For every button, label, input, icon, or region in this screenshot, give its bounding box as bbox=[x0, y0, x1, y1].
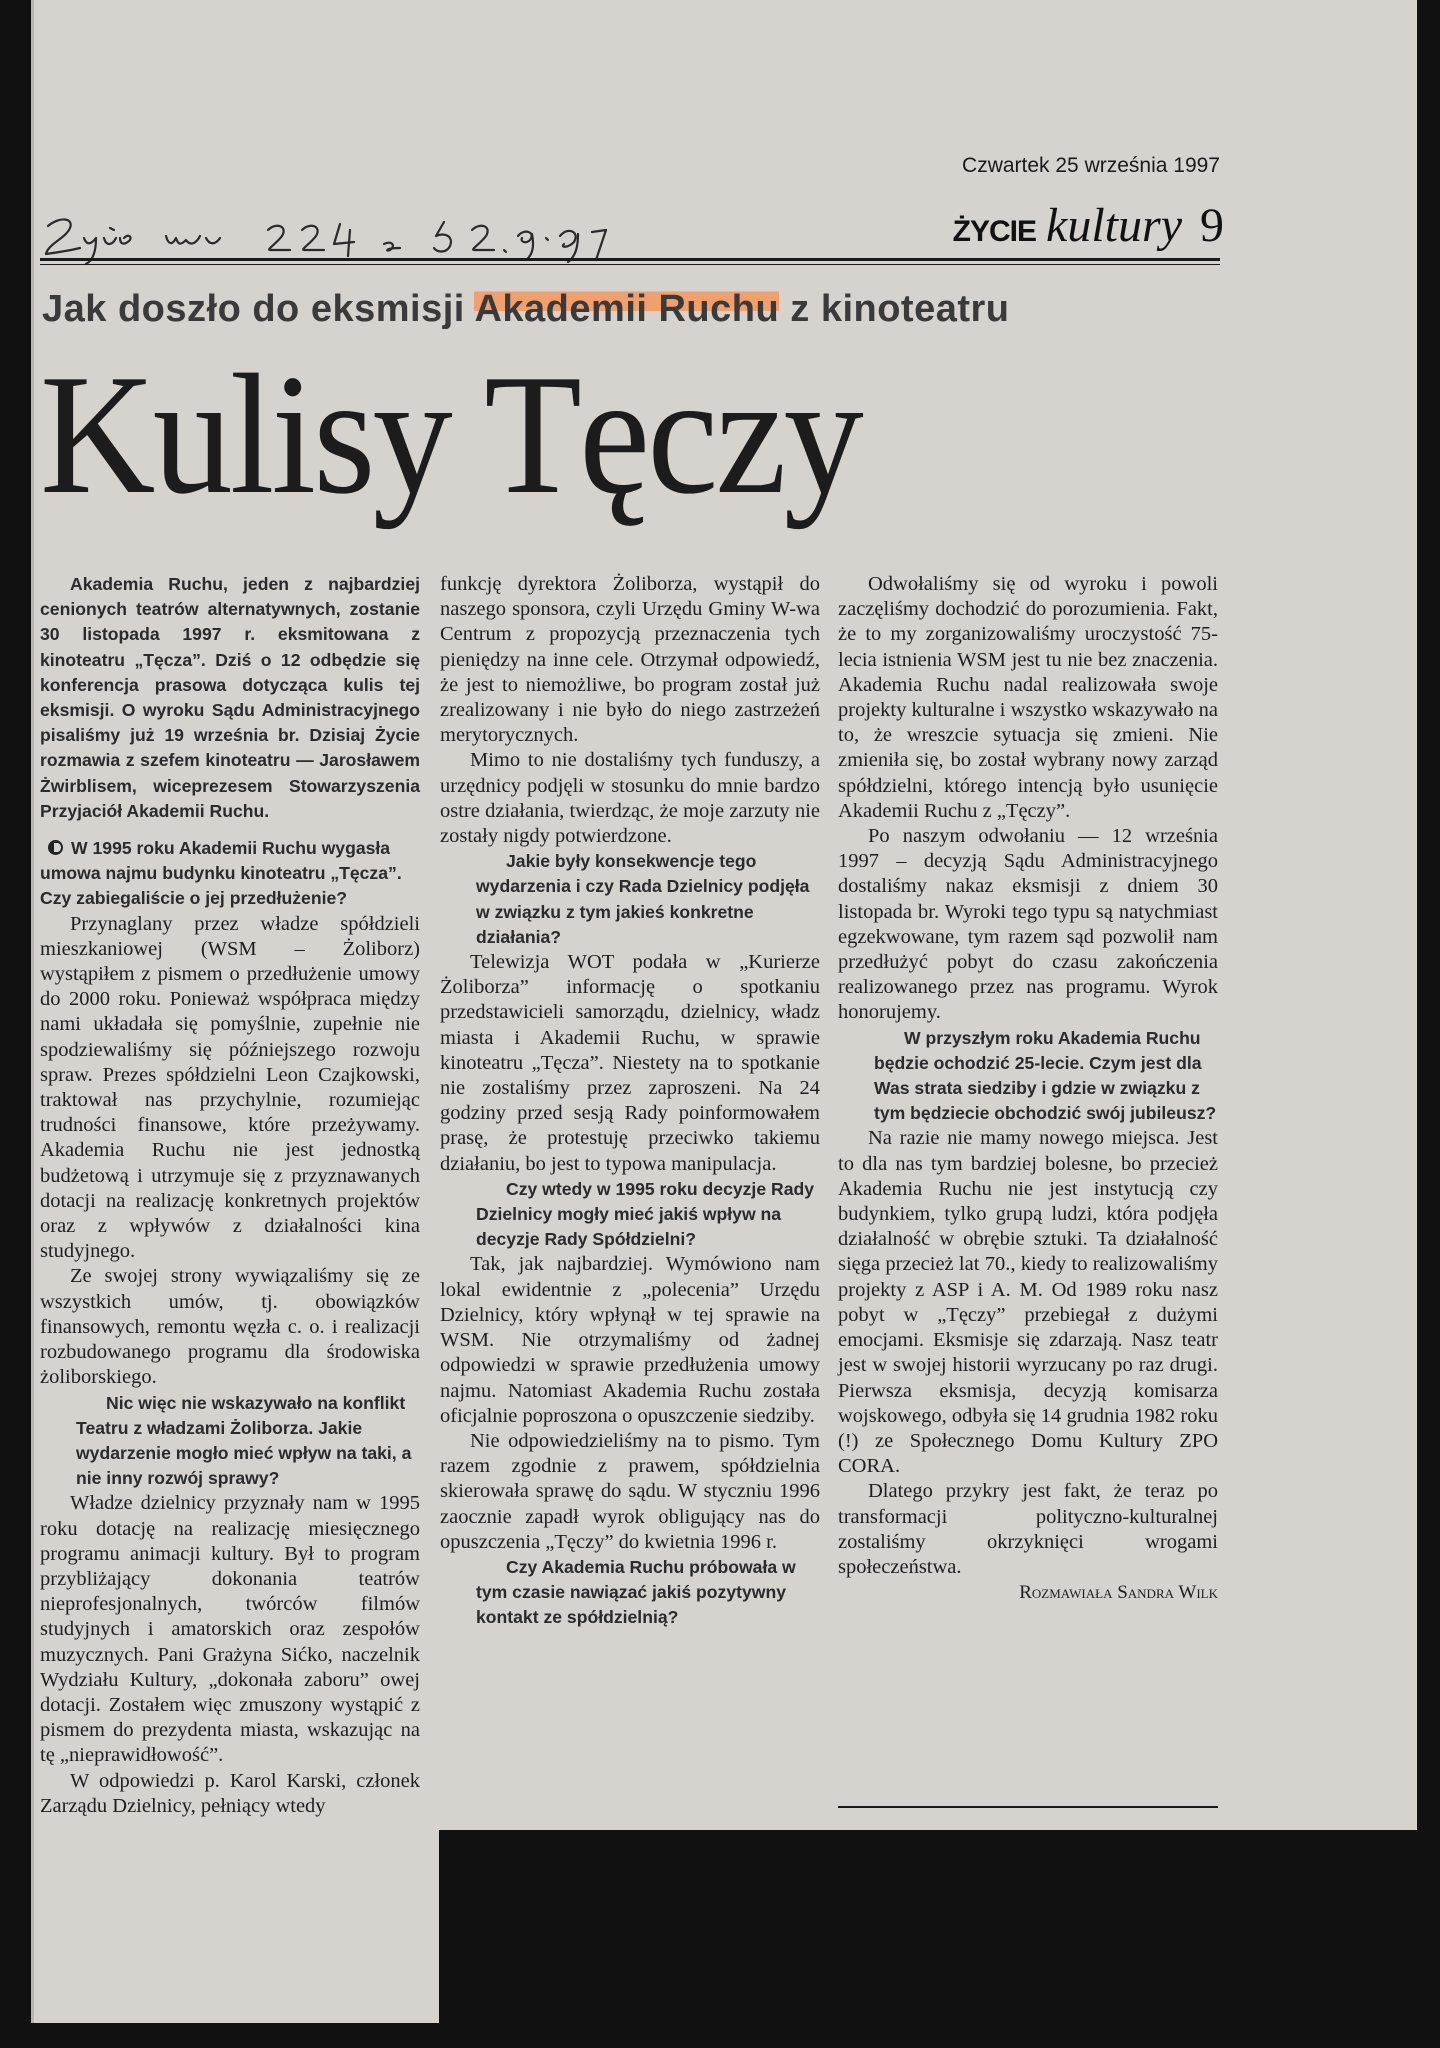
kicker bbox=[42, 288, 1010, 331]
interview-question: W przyszłym roku Akademia Ruchu będzie ochodzić 25-lecie. Czym jest dla Was strata siedziby i gdzie w związku z tym będziecie obchodzić swój jubileusz? bbox=[874, 1027, 1217, 1124]
article-column-3 bbox=[838, 572, 1218, 1605]
lead-paragraph: Akademia Ruchu, jeden z najbardziej cenionych teatrów alternatywnych, zostanie 30 listopada 1997 r. eksmitowana z kinoteatru „Tęcza”. Dziś o 12 odbędzie się konferencja prasowa dotycząca kulis tej eksmisji. O wyroku Sądu Administracyjnego pisaliśmy już 19 września br. Dzisiaj Życie rozmawia z szefem kinoteatru — Jarosławem Żwirblisem, wiceprezesem Stowarzyszenia Przyjaciół Akademii Ruchu. bbox=[40, 574, 420, 821]
answer-paragraph: Tak, jak najbardziej. Wymówiono nam lokal ewidentnie z „polecenia” Urzędu Dzielnicy, który wpłynął w tej sprawie na WSM. Nie otrzymaliśmy od żadnej odpowiedzi w sprawie przedłużenia umowy najmu. Natomiast Akademia Ruchu została oficjalnie poproszona o opuszczenie siedziby. bbox=[440, 1253, 820, 1427]
answer-paragraph: Telewizja WOT podała w „Kurierze Żoliborza” informację o spotkaniu przedstawicieli samorządu, dzielnicy, władz miasta i Akademii Ruchu, w sprawie kinoteatru „Tęcza”. Niestety na to spotkanie nie zostaliśmy przez zaproszeni. Na 24 godziny przed sesją Rady poinformowałem prasę, że protestuję przeciwko takiemu działaniu, bo jest to typowa manipulacja. bbox=[440, 951, 820, 1175]
clipping-edge bbox=[31, 0, 34, 2023]
answer-paragraph: Na razie nie mamy nowego miejsca. Jest to dla nas tym bardziej bolesne, bo przecież Akademia Ruchu nie jest instytucją czy budynkiem, tylko grupą ludzi, która podjęła działalność w obrębie sztuki. Ta działalność sięga przecież lat 70., kiedy to realizowaliśmy projekty z ASP i A. M. Od 1989 roku nasz pobyt w „Tęczy” przebiegał z dużymi emocjami. Eksmisje się zdarzają. Nasz teatr jest w swojej historii wyrzucany po raz drugi. Pierwsza eksmisja, decyzją komisarza wojskowego, odbyła się 14 grudnia 1982 roku (!) ze Społecznego Domu Kultury ZPO CORA. bbox=[838, 1127, 1218, 1478]
article-column-2 bbox=[440, 572, 820, 1631]
interview-question: Nic więc nie wskazywało na konflikt Teatru z władzami Żoliborza. Jakie wydarzenie mogło mieć wpływ na taki, a nie inny rozwój sprawy? bbox=[76, 1392, 412, 1489]
header-rule bbox=[40, 258, 1220, 261]
answer-paragraph: Ze swojej strony wywiązaliśmy się ze wszystkich umów, tj. obowiązków finansowych, remontu węzła c. o. i realizacji rozbudowanego programu dla środowiska żoliborskiego. bbox=[40, 1265, 420, 1389]
answer-paragraph: Nie odpowiedzieliśmy na to pismo. Tym razem zgodnie z prawem, spółdzielnia skierowała sprawę do sądu. W styczniu 1996 zaocznie zapadł wyrok obligujący nas do opuszczenia „Tęczy” do kwietnia 1996 r. bbox=[440, 1429, 820, 1553]
masthead bbox=[868, 198, 1224, 252]
clipping-paper-tail bbox=[31, 1828, 439, 2023]
question-text: W 1995 roku Akademii Ruchu wygasła umowa najmu budynku kinoteatru „Tęcza”. Czy zabiegaliście o jej przedłużenie? bbox=[40, 838, 402, 909]
answer-paragraph: Odwołaliśmy się od wyroku i powoli zaczęliśmy dochodzić do porozumienia. Fakt, że to my zorganizowaliśmy uroczystość 75-lecia istnienia WSM jest tu nie bez znaczenia. Akademia Ruchu nadal realizowała swoje projekty kulturalne i wszystko wskazywało na to, że wreszcie sytuacja się zmieni. Nie zmieniła się, bo został wybrany nowy zarząd spółdzielni, którego intencją było usunięcie Akademii Ruchu z „Tęczy”. bbox=[838, 573, 1218, 822]
headline: Kulisy Tęczy bbox=[40, 340, 861, 530]
kicker-text: Jak doszło do eksmisji bbox=[42, 288, 475, 330]
masthead-section: kultury bbox=[1046, 199, 1182, 252]
answer-paragraph: Przynaglany przez władze spółdzieli mieszkaniowej (WSM – Żoliborz) wystąpiłem z pismem o przedłużenie umowy do 2000 roku. Ponieważ współpraca między nami układała się pomyślnie, zupełnie nie spodziewaliśmy się późniejszego rozwoju spraw. Prezes spółdzielni Leon Czajkowski, traktował nas przychylnie, rozumiejąc trudności finansowe, które przeżywamy. Akademia Ruchu nie jest jednostką budżetową i utrzymuje się z przyznawanych dotacji na realizację konkretnych projektów oraz z wpływów z działalności kina studyjnego. bbox=[40, 912, 420, 1263]
answer-paragraph: funkcję dyrektora Żoliborza, wystąpił do naszego sponsora, czyli Urzędu Gminy W-wa Centrum z propozycją przeznaczenia tych pieniędzy na inne cele. Otrzymał odpowiedź, że jest to niemożliwe, bo program został już zrealizowany i nie było do niego zastrzeżeń merytorycznych. bbox=[440, 573, 820, 747]
question-marker-icon bbox=[48, 840, 63, 855]
interview-question bbox=[40, 836, 420, 912]
page-number: 9 bbox=[1200, 199, 1224, 252]
answer-paragraph: Po naszym odwołaniu — 12 września 1997 – decyzją Sądu Administracyjnego dostaliśmy nakaz eksmisji z dniem 30 listopada br. Wyroki tego typu są natychmiast egzekwowane, tym razem sąd pozwolił nam przedłużyć pobyt do czasu zakończenia realizowanego przez nas programu. Wyrok honorujemy. bbox=[838, 825, 1218, 1024]
answer-paragraph: Dlatego przykry jest fakt, że teraz po transformacji polityczno-kulturalnej zostaliśmy okrzyknięci wrogami społeczeństwa. bbox=[838, 1480, 1218, 1578]
answer-paragraph: Władze dzielnicy przyznały nam w 1995 roku dotację na realizację miesięcznego programu animacji kultury. Był to program przybliżający dokonania teatrów nieprofesjonalnych, twórców filmów studyjnych i amatorskich oraz zespołów muzycznych. Pani Grażyna Sićko, naczelnik Wydziału Kultury, „dokonała zaboru” owej dotacji. Zostałem więc zmuszony wystąpić z pismem do prezydenta miasta, wskazując na tę „nieprawidłowość”. bbox=[40, 1492, 420, 1767]
end-rule bbox=[838, 1806, 1218, 1808]
interview-question: Jakie były konsekwencje tego wydarzenia i czy Rada Dzielnicy podjęła w związku z tym jakieś konkretne działania? bbox=[476, 851, 810, 947]
header-rule-thin bbox=[40, 264, 1220, 265]
answer-paragraph: W odpowiedzi p. Karol Karski, członek Zarządu Dzielnicy, pełniący wtedy bbox=[40, 1769, 420, 1817]
dateline: Czwartek 25 września 1997 bbox=[962, 154, 1220, 177]
masthead-brand: ŻYCIE bbox=[952, 215, 1037, 248]
interview-question: Czy Akademia Ruchu próbowała w tym czasie nawiązać jakiś pozytywny kontakt ze spółdzielnią? bbox=[476, 1556, 796, 1628]
byline-signature: Rozmawiała Sandra Wilk bbox=[1019, 1582, 1218, 1604]
interview-question: Czy wtedy w 1995 roku decyzje Rady Dzielnicy mogły mieć jakiś wpływ na decyzje Rady Spółdzielni? bbox=[476, 1178, 815, 1250]
kicker-text-end: z kinoteatru bbox=[779, 288, 1010, 330]
article-column-1 bbox=[40, 572, 420, 1819]
kicker-highlight: Akademii Ruchu bbox=[474, 288, 780, 330]
answer-paragraph: Mimo to nie dostaliśmy tych funduszy, a urzędnicy podjęli w stosunku do mnie bardzo ostre działania, twierdząc, że moje zarzuty nie zostały nigdy potwierdzone. bbox=[440, 749, 820, 848]
